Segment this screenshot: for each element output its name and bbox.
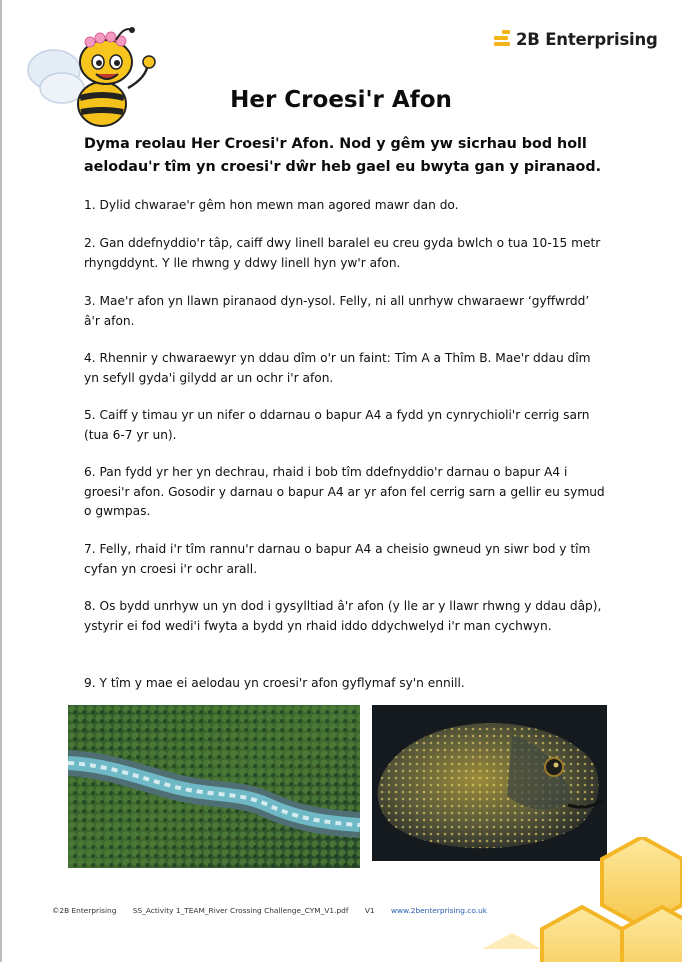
bee-mascot-icon [24, 22, 164, 132]
rule-item: 2. Gan ddefnyddio'r tâp, caiff dwy linell baralel eu creu gyda bwlch o tua 10-15 metr rhyngddynt. Y lle rhwng y ddwy linell hyn yw'r afon. [84, 236, 601, 270]
page-title: Her Croesi'r Afon [230, 87, 452, 113]
footer-filename: SS_Activity 1_TEAM_River Crossing Challenge_CYM_V1.pdf [132, 906, 349, 915]
logo-stripes-icon [494, 28, 512, 50]
rule-item: 9. Y tîm y mae ei aelodau yn croesi'r afon gyflymaf sy'n ennill. [84, 676, 465, 690]
footer-website-link[interactable]: www.2benterprising.co.uk [390, 906, 488, 915]
footer-version: V1 [364, 906, 375, 915]
rule-item: 1. Dylid chwarae'r gêm hon mewn man agored mawr dan do. [84, 198, 459, 212]
intro-paragraph: Dyma reolau Her Croesi'r Afon. Nod y gêm yw sicrhau bod holl aelodau'r tîm yn croesi'r dŵr heb gael eu bwyta gan y piranaod. [84, 136, 602, 175]
logo-text: 2B Enterprising [516, 29, 658, 49]
footer [52, 906, 501, 915]
rule-item: 4. Rhennir y chwaraewyr yn ddau dîm o'r un faint: Tîm A a Thîm B. Mae'r ddau dîm yn sefyll gyda'i gilydd ar un ochr i'r afon. [84, 351, 591, 385]
river-aerial-photo [68, 705, 360, 868]
rule-item: 3. Mae'r afon yn llawn piranaod dyn-ysol. Felly, ni all unrhyw chwaraewr ‘gyffwrdd’ â'r afon. [84, 294, 590, 328]
footer-copyright: ©2B Enterprising [52, 906, 117, 915]
rule-item: 6. Pan fydd yr her yn dechrau, rhaid i bob tîm ddefnyddio'r darnau o bapur A4 i groesi'r afon. Gosodir y darnau o bapur A4 ar yr afon fel cerrig sarn a gellir eu symud o gwmpas. [84, 465, 605, 518]
rule-item: 5. Caiff y timau yr un nifer o ddarnau o bapur A4 a fydd yn cynrychioli'r cerrig sarn (tua 6-7 yr un). [84, 408, 590, 442]
rule-item: 7. Felly, rhaid i'r tîm rannu'r darnau o bapur A4 a cheisio gwneud yn siwr bod y tîm cyfan yn croesi i'r ochr arall. [84, 542, 591, 576]
brand-logo [494, 28, 658, 50]
rule-item: 8. Os bydd unrhyw un yn dod i gysylltiad â'r afon (y lle ar y llawr rhwng y ddau dâp), ystyrir ei fod wedi'i fwyta a bydd yn rhaid iddo ddychwelyd i'r man cychwyn. [84, 599, 602, 633]
honeycomb-decoration-icon [482, 837, 682, 962]
page-edge [0, 0, 2, 962]
